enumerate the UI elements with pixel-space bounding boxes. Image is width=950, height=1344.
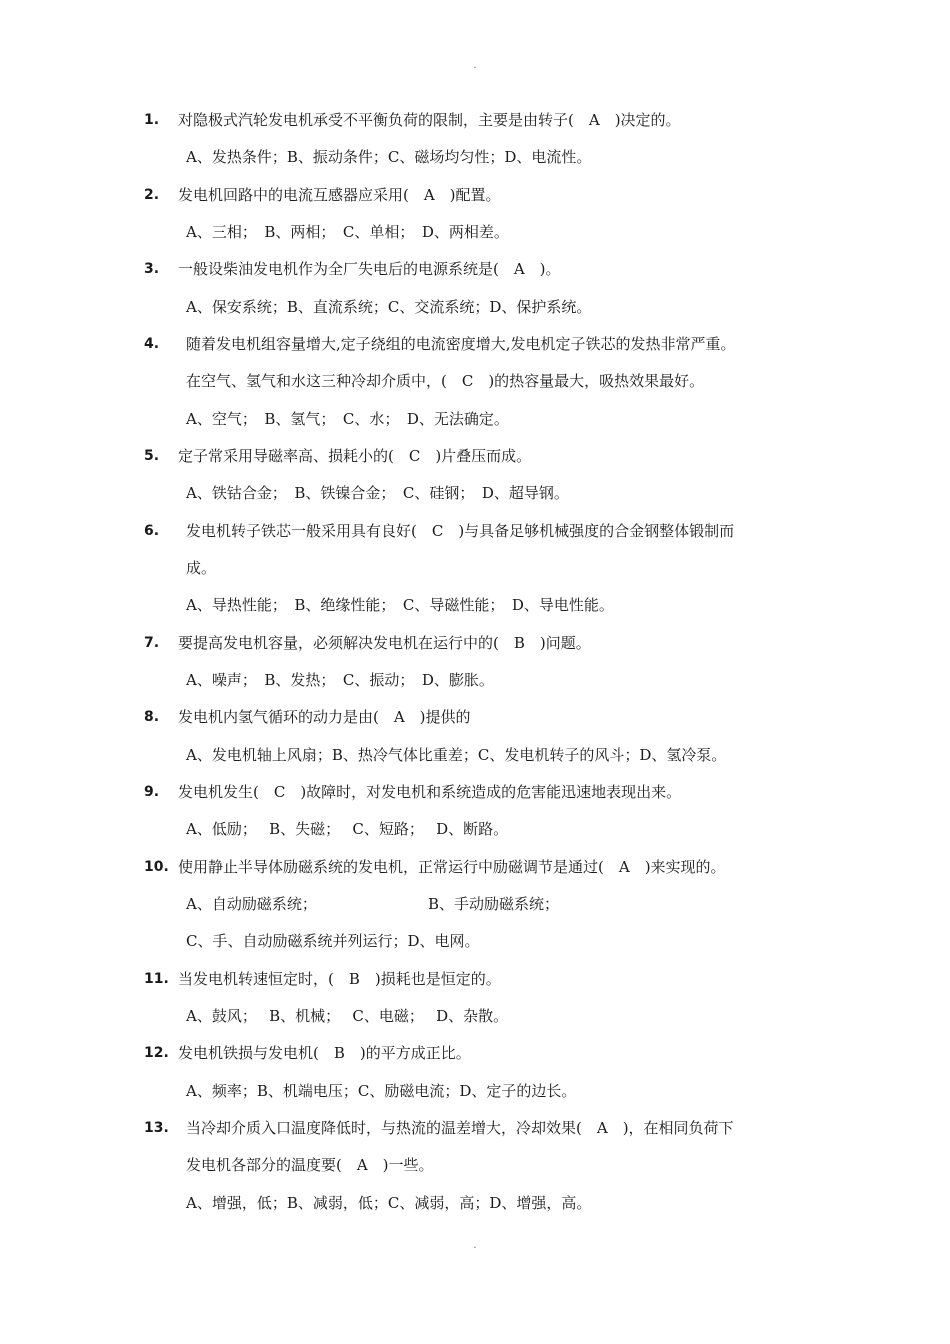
- question-text-continued: 在空气、氢气和水这三种冷却介质中，( C )的热容量最大，吸热效果最好。: [186, 372, 705, 390]
- question-number: 7.: [144, 635, 160, 651]
- question-text: 发电机铁损与发电机( B )的平方成正比。: [178, 1044, 471, 1062]
- question-number: 2.: [144, 187, 160, 203]
- question-text: 对隐极式汽轮发电机承受不平衡负荷的限制，主要是由转子( A )决定的。: [178, 111, 681, 129]
- answer-options: A、导热性能； B、绝缘性能； C、导磁性能； D、导电性能。: [186, 596, 614, 614]
- answer-options: A、发电机轴上风扇；B、热冷气体比重差；C、发电机转子的风斗；D、氢冷泵。: [186, 746, 727, 764]
- question-text: 要提高发电机容量，必须解决发电机在运行中的( B )问题。: [178, 634, 591, 652]
- question-number: 5.: [144, 448, 160, 464]
- question-text: 发电机内氢气循环的动力是由( A )提供的: [178, 708, 471, 726]
- answer-options: A、保安系统；B、直流系统；C、交流系统；D、保护系统。: [186, 298, 592, 316]
- question-text: 发电机回路中的电流互感器应采用( A )配置。: [178, 186, 501, 204]
- question-number: 1.: [144, 112, 160, 128]
- question-text: 随着发电机组容量增大,定子绕组的电流密度增大,发电机定子铁芯的发热非常严重。: [186, 335, 736, 353]
- answer-options: A、低励； B、失磁； C、短路； D、断路。: [186, 820, 509, 838]
- question-text: 定子常采用导磁率高、损耗小的( C )片叠压而成。: [178, 447, 532, 465]
- question-number: 8.: [144, 709, 160, 725]
- answer-options: C、手、自动励磁系统并列运行；D、电网。: [186, 932, 480, 950]
- question-number: 4.: [144, 336, 160, 352]
- answer-options: A、鼓风； B、机械； C、电磁； D、杂散。: [186, 1007, 509, 1025]
- question-number: 11.: [144, 971, 169, 987]
- footer-mark: .: [473, 1240, 477, 1251]
- question-text: 发电机转子铁芯一般采用具有良好( C )与具备足够机械强度的合金钢整体锻制而: [186, 522, 735, 540]
- header-mark: .: [473, 60, 477, 71]
- answer-option-a: A、自动励磁系统；: [186, 895, 317, 913]
- answer-options: A、增强，低；B、减弱，低；C、减弱，高；D、增强，高。: [186, 1194, 592, 1212]
- question-number: 6.: [144, 523, 160, 539]
- answer-options: A、三相； B、两相； C、单相； D、两相差。: [186, 223, 509, 241]
- question-number: 3.: [144, 261, 160, 277]
- question-number: 10.: [144, 859, 169, 875]
- answer-option-b: B、手动励磁系统；: [428, 895, 560, 913]
- question-text-continued: 发电机各部分的温度要( A )一些。: [186, 1156, 434, 1174]
- question-number: 12.: [144, 1045, 169, 1061]
- question-text: 使用静止半导体励磁系统的发电机，正常运行中励磁调节是通过( A )来实现的。: [178, 858, 726, 876]
- question-number: 13.: [144, 1120, 169, 1136]
- question-text: 当发电机转速恒定时，( B )损耗也是恒定的。: [178, 970, 501, 988]
- answer-options: A、发热条件；B、振动条件；C、磁场均匀性；D、电流性。: [186, 148, 592, 166]
- answer-options: A、铁钴合金； B、铁镍合金； C、硅钢； D、超导钢。: [186, 484, 569, 502]
- answer-options: A、频率；B、机端电压；C、励磁电流；D、定子的边长。: [186, 1082, 577, 1100]
- question-text: 发电机发生( C )故障时，对发电机和系统造成的危害能迅速地表现出来。: [178, 783, 682, 801]
- question-text: 一般设柴油发电机作为全厂失电后的电源系统是( A )。: [178, 260, 561, 278]
- question-text-continued: 成。: [186, 559, 217, 577]
- question-number: 9.: [144, 784, 160, 800]
- answer-options: A、空气； B、氢气； C、水； D、无法确定。: [186, 410, 509, 428]
- answer-options: A、噪声； B、发热； C、振动； D、膨胀。: [186, 671, 494, 689]
- question-text: 当冷却介质入口温度降低时，与热流的温差增大，冷却效果( A )，在相同负荷下: [186, 1119, 734, 1137]
